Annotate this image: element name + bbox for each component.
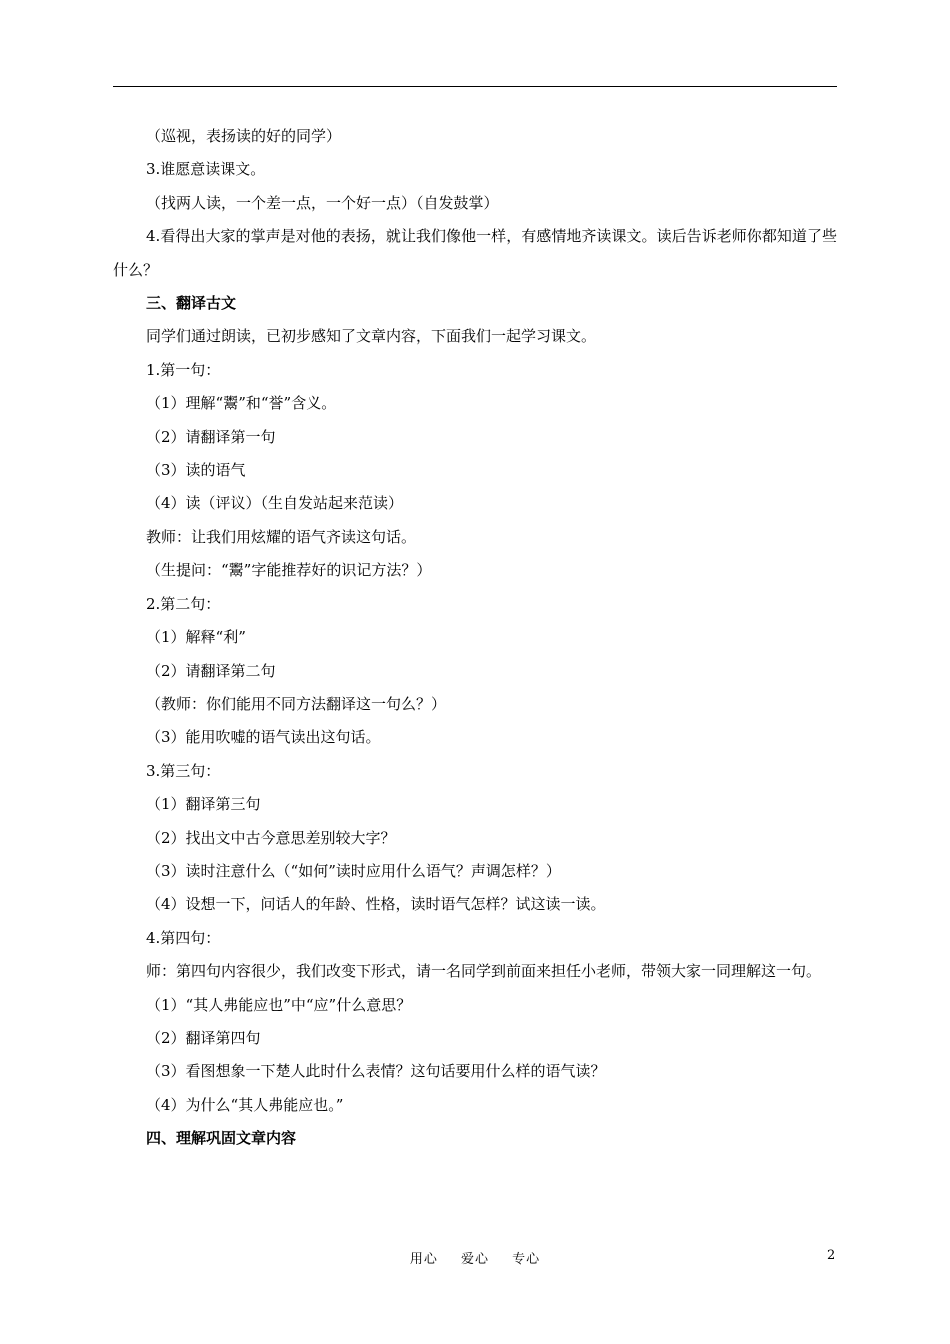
- paragraph: 4.看得出大家的掌声是对他的表扬，就让我们像他一样，有感情地齐读课文。读后告诉老师你都知道了些什么？: [113, 227, 837, 279]
- paragraph: 4.第四句：: [146, 928, 221, 947]
- document-body: [113, 120, 837, 1156]
- paragraph: （4）读（评议）（生自发站起来范读）: [146, 494, 404, 513]
- paragraph: 同学们通过朗读，已初步感知了文章内容，下面我们一起学习课文。: [146, 327, 597, 346]
- paragraph: （巡视，表扬读的好的同学）: [146, 127, 342, 145]
- section-heading: 四、理解巩固文章内容: [146, 1129, 297, 1148]
- paragraph: （3）能用吹嘘的语气读出这句话。: [146, 728, 381, 747]
- section-heading: 三、翻译古文: [146, 294, 237, 313]
- paragraph: （3）看图想象一下楚人此时什么表情？这句话要用什么样的语气读？: [146, 1062, 606, 1081]
- paragraph: 师：第四句内容很少，我们改变下形式，请一名同学到前面来担任小老师，带领大家一同理解这一句。: [146, 962, 822, 981]
- footer-motto: 用心 爱心 专心: [409, 1252, 541, 1267]
- paragraph: （2）翻译第四句: [146, 1028, 261, 1047]
- paragraph: （1）理解“鬻”和“誉”含义。: [146, 394, 337, 413]
- paragraph: （3）读时注意什么（“如何”读时应用什么语气？声调怎样？）: [146, 861, 561, 880]
- paragraph: （教师：你们能用不同方法翻译这一句么？）: [146, 694, 447, 713]
- paragraph: （2）请翻译第一句: [146, 427, 276, 446]
- paragraph: （4）设想一下，问话人的年龄、性格，读时语气怎样？试这读一读。: [146, 895, 606, 914]
- paragraph: （1）解释“利”: [146, 628, 246, 647]
- paragraph: （找两人读，一个差一点，一个好一点）（自发鼓掌）: [146, 193, 499, 212]
- paragraph: 3.第三句：: [146, 761, 221, 780]
- paragraph: （3）读的语气: [146, 461, 246, 480]
- paragraph: （4）为什么“其人弗能应也。”: [146, 1095, 344, 1114]
- paragraph: （1）“其人弗能应也”中“应”什么意思？: [146, 995, 412, 1014]
- paragraph: （生提问：“鬻”字能推荐好的识记方法？）: [146, 561, 432, 580]
- paragraph: 教师：让我们用炫耀的语气齐读这句话。: [146, 527, 417, 546]
- paragraph: （1）翻译第三句: [146, 795, 261, 814]
- header-rule: [113, 86, 837, 87]
- paragraph: （2）找出文中古今意思差别较大字？: [146, 828, 396, 847]
- paragraph: 3.谁愿意读课文。: [146, 160, 266, 179]
- paragraph: 1.第一句：: [146, 360, 221, 379]
- page-number: 2: [827, 1248, 836, 1263]
- paragraph: （2）请翻译第二句: [146, 661, 276, 680]
- paragraph: 2.第二句：: [146, 594, 221, 613]
